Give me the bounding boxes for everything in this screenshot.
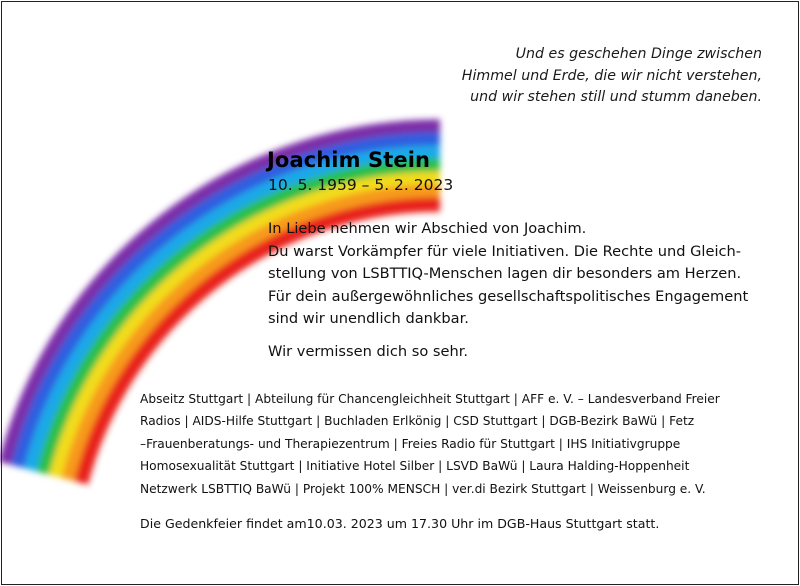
message-line: sind wir unendlich dankbar.	[268, 310, 469, 328]
message-line: Für dein außergewöhnliches gesellschaftspolitisches Engagement	[268, 287, 749, 305]
organizations-line: Radios | AIDS-Hilfe Stuttgart | Buchladen Erlkönig | CSD Stuttgart | DGB-Bezirk BaWü | Fetz	[140, 414, 695, 429]
farewell-message	[268, 218, 768, 331]
organizations-line: –Frauenberatungs- und Therapiezentrum | Freies Radio für Stuttgart | IHS Initiativgruppe	[140, 436, 681, 451]
message-line: In Liebe nehmen wir Abschied von Joachim.	[268, 220, 587, 237]
closing-line: Wir vermissen dich so sehr.	[268, 343, 469, 360]
message-line: Du warst Vorkämpfer für viele Initiativen. Die Rechte und Gleich-	[268, 242, 742, 260]
quote-line: und wir stehen still und stumm daneben.	[470, 89, 762, 105]
organizations-list	[140, 388, 780, 500]
quote-line: Und es geschehen Dinge zwischen	[515, 46, 762, 62]
deceased-name: Joachim Stein	[267, 148, 431, 172]
memorial-ceremony-info: Die Gedenkfeier findet am10.03. 2023 um 17.30 Uhr im DGB-Haus Stuttgart statt.	[140, 516, 660, 531]
message-line: stellung von LSBTTIQ-Menschen lagen dir besonders am Herzen.	[268, 265, 742, 283]
life-dates: 10. 5. 1959 – 5. 2. 2023	[268, 176, 454, 194]
organizations-line: Abseitz Stuttgart | Abteilung für Chancengleichheit Stuttgart | AFF e. V. – Landesverband Freier	[140, 392, 720, 406]
organizations-line: Homosexualität Stuttgart | Initiative Hotel Silber | LSVD BaWü | Laura Halding-Hoppenheit	[140, 459, 690, 474]
organizations-line: Netzwerk LSBTTIQ BaWü | Projekt 100% MENSCH | ver.di Bezirk Stuttgart | Weissenburg e. V.	[140, 481, 706, 496]
quote	[342, 44, 762, 109]
quote-line: Himmel und Erde, die wir nicht verstehen,	[461, 67, 762, 84]
